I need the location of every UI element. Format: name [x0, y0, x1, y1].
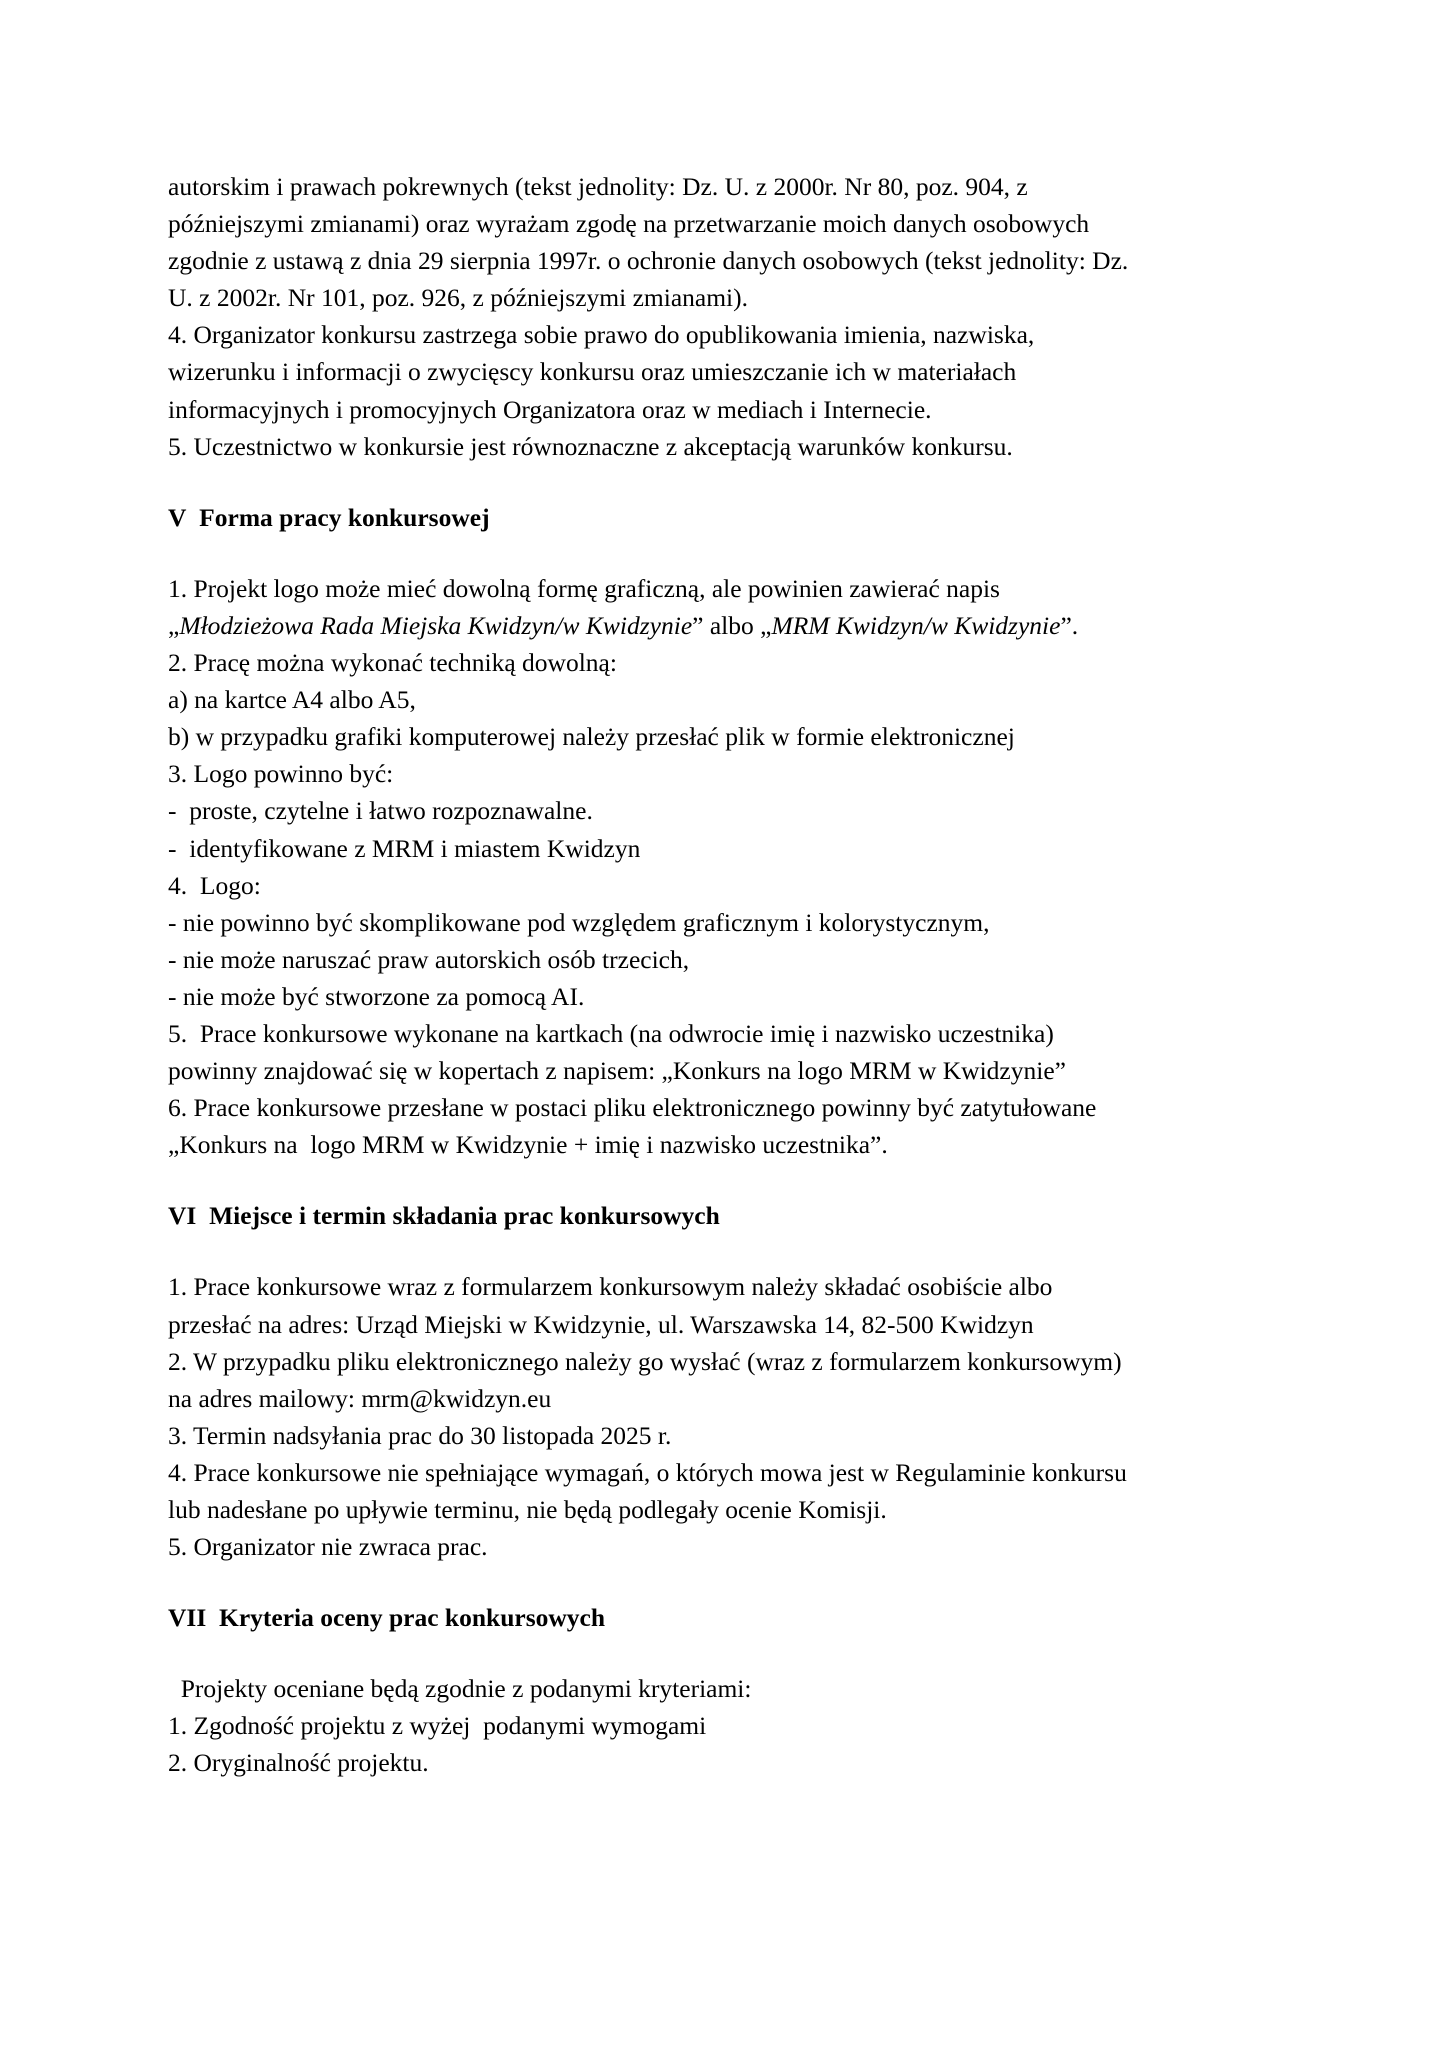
- section-vi-item-3: 3. Termin nadsyłania prac do 30 listopada 2025 r.: [168, 1420, 672, 1450]
- spacer-before-section-vi: [168, 1163, 1298, 1197]
- section-v-item-4-dash-1: - nie powinno być skomplikowane pod względem graficznym i kolorystycznym,: [168, 907, 990, 937]
- section-vi-item-2-line-2: na adres mailowy: mrm@kwidzyn.eu: [168, 1383, 552, 1413]
- item-4-block: [168, 316, 1298, 427]
- section-v-item-1-line-1: 1. Projekt logo może mieć dowolną formę graficzną, ale powinien zawierać napis: [168, 573, 1000, 603]
- document-body: [168, 168, 1298, 1782]
- section-vi-item-1-line-2: przesłać na adres: Urząd Miejski w Kwidzynie, ul. Warszawska 14, 82-500 Kwidzyn: [168, 1309, 1034, 1339]
- section-vi-item-2-line-1: 2. W przypadku pliku elektronicznego należy go wysłać (wraz z formularzem konkursowym): [168, 1346, 1122, 1376]
- section-vii-title: Kryteria oceny prac konkursowych: [219, 1603, 606, 1633]
- intro-paragraph: [168, 168, 1298, 316]
- quote-close: ”.: [1060, 610, 1079, 640]
- section-vi-title: Miejsce i termin składania prac konkursowych: [209, 1201, 720, 1231]
- section-v-item-2a: a) na kartce A4 albo A5,: [168, 685, 416, 715]
- quote-open: „: [168, 610, 180, 640]
- section-v-item-4: 4. Logo:: [168, 870, 261, 900]
- section-vii-intro: Projekty oceniane będą zgodnie z podanymi kryteriami:: [168, 1674, 752, 1704]
- intro-line-1: autorskim i prawach pokrewnych (tekst jednolity: Dz. U. z 2000r. Nr 80, poz. 904, z: [168, 172, 1028, 201]
- section-vii-item-2: 2. Oryginalność projektu.: [168, 1748, 429, 1778]
- section-heading-vii: [168, 1599, 1298, 1636]
- section-v-item-3: 3. Logo powinno być:: [168, 759, 394, 789]
- section-v-title: Forma pracy konkursowej: [199, 502, 490, 532]
- section-v-item-6-line-2: „Konkurs na logo MRM w Kwidzynie + imię i nazwisko uczestnika”.: [168, 1130, 888, 1160]
- section-v-item-2b: b) w przypadku grafiki komputerowej należy przesłać plik w formie elektronicznej: [168, 722, 1015, 752]
- section-heading-v: [168, 499, 1298, 536]
- section-vi-number: VI: [168, 1201, 197, 1231]
- intro-line-3: zgodnie z ustawą z dnia 29 sierpnia 1997r. o ochronie danych osobowych (tekst jednolity: Dz.: [168, 246, 1129, 276]
- section-vi-item-4-line-2: lub nadesłane po upływie terminu, nie będą podlegały ocenie Komisji.: [168, 1495, 887, 1524]
- intro-line-2: późniejszymi zmianami) oraz wyrażam zgodę na przetwarzanie moich danych osobowych: [168, 209, 1090, 239]
- item-4-line-1: 4. Organizator konkursu zastrzega sobie prawo do opublikowania imienia, nazwiska,: [168, 320, 1035, 350]
- item-4-line-2: wizerunku i informacji o zwycięscy konkursu oraz umieszczanie ich w materiałach: [168, 357, 1017, 387]
- section-vii-number: VII: [168, 1603, 207, 1633]
- intro-line-4: U. z 2002r. Nr 101, poz. 926, z późniejszymi zmianami).: [168, 283, 748, 313]
- section-vii-item-1: 1. Zgodność projektu z wyżej podanymi wymogami: [168, 1711, 707, 1741]
- item-4-line-3: informacyjnych i promocyjnych Organizatora oraz w mediach i Internecie.: [168, 394, 932, 424]
- section-v-item-6-line-1: 6. Prace konkursowe przesłane w postaci pliku elektronicznego powinny być zatytułowane: [168, 1093, 1097, 1123]
- spacer-after-section-vii-heading: [168, 1636, 1298, 1670]
- spacer-before-section-vii: [168, 1565, 1298, 1599]
- logo-text-variant-b: MRM Kwidzyn/w Kwidzynie: [771, 610, 1061, 640]
- item-5-line: 5. Uczestnictwo w konkursie jest równoznaczne z akceptacją warunków konkursu.: [168, 431, 1013, 461]
- section-v-number: V: [168, 502, 187, 532]
- section-v-item-5-line-2: powinny znajdować się w kopertach z napisem: „Konkurs na logo MRM w Kwidzynie”: [168, 1056, 1066, 1086]
- section-v-item-1-line-2: [168, 607, 1298, 644]
- section-v-item-4-dash-2: - nie może naruszać praw autorskich osób trzecich,: [168, 944, 690, 974]
- section-v-item-2: 2. Pracę można wykonać techniką dowolną:: [168, 648, 617, 678]
- section-vi-item-5: 5. Organizator nie zwraca prac.: [168, 1532, 488, 1562]
- quote-mid: ” albo „: [692, 610, 772, 640]
- section-v-item-4-dash-3: - nie może być stworzone za pomocą AI.: [168, 981, 585, 1011]
- section-v-item-3-dash-1: - proste, czytelne i łatwo rozpoznawalne.: [168, 796, 593, 826]
- section-vi-item-4-line-1: 4. Prace konkursowe nie spełniające wymagań, o których mowa jest w Regulaminie konkursu: [168, 1457, 1127, 1487]
- logo-text-variant-a: Młodzieżowa Rada Miejska Kwidzyn/w Kwidzynie: [179, 610, 693, 640]
- section-v-item-5-line-1: 5. Prace konkursowe wykonane na kartkach (na odwrocie imię i nazwisko uczestnika): [168, 1018, 1054, 1048]
- section-v-item-3-dash-2: - identyfikowane z MRM i miastem Kwidzyn: [168, 833, 641, 863]
- section-vi-item-1-line-1: 1. Prace konkursowe wraz z formularzem konkursowym należy składać osobiście albo: [168, 1272, 1053, 1302]
- section-heading-vi: [168, 1197, 1298, 1234]
- spacer-after-section-vi-heading: [168, 1234, 1298, 1268]
- spacer-after-section-v-heading: [168, 536, 1298, 570]
- spacer-before-section-v: [168, 465, 1298, 499]
